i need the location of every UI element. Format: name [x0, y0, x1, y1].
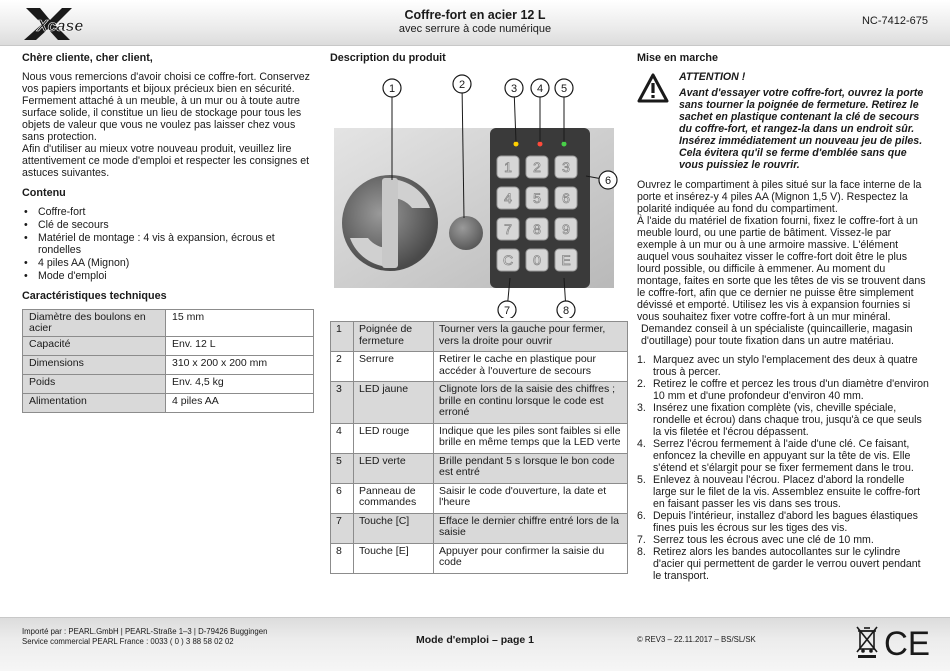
list-item: 7. Serrez tous les écrous avec une clé de 10 mm. [637, 534, 874, 546]
table-row [331, 453, 628, 483]
svg-text:7: 7 [503, 305, 511, 317]
contents-list [22, 206, 314, 282]
part-description: Retirer le cache en plastique pour accéder à l'ouverture de secours [434, 352, 628, 382]
attention-title: ATTENTION ! [679, 71, 746, 83]
keypad-key [526, 249, 548, 271]
page-number: Mode d'emploi – page 1 [415, 634, 535, 646]
table-row [331, 513, 628, 543]
description-heading: Description du produit [330, 52, 446, 64]
part-description: Saisir le code d'ouverture, la date et l'heure [434, 483, 628, 513]
contents-heading: Contenu [22, 187, 66, 199]
greeting: Chère cliente, cher client, [22, 52, 153, 64]
svg-text:1: 1 [388, 83, 396, 95]
list-item: • 4 piles AA (Mignon) [22, 257, 314, 269]
keypad-key [497, 156, 519, 178]
svg-text:4: 4 [536, 83, 544, 95]
part-number: 5 [331, 453, 354, 483]
importer-line: Importé par : PEARL.GmbH | PEARL-Straße 1–3 | D-79426 Buggingen [22, 627, 268, 636]
spec-label: Dimensions [23, 356, 166, 375]
table-row [331, 322, 628, 352]
list-item: 6. Depuis l'intérieur, installez d'abord les bagues élastiques fines puis les écrous sur les tiges des vis. [637, 510, 918, 534]
part-name: LED verte [354, 453, 434, 483]
footer-importer [22, 627, 267, 647]
xcase-logo [20, 4, 100, 42]
part-description: Tourner vers la gauche pour fermer, vers la droite pour ouvrir [434, 322, 628, 352]
keypad-key [497, 249, 519, 271]
part-number: 3 [331, 382, 354, 424]
ce-mark-icon [884, 627, 930, 657]
parts-legend-table [330, 321, 628, 574]
list-item: • Coffre-fort [22, 206, 314, 218]
service-line: Service commercial PEARL France : 0033 ( 0 ) 3 88 58 02 02 [22, 637, 234, 646]
svg-text:1: 1 [504, 159, 512, 175]
svg-text:6: 6 [562, 190, 570, 206]
part-description: Efface le dernier chiffre entré lors de la saisie [434, 513, 628, 543]
table-row [331, 382, 628, 424]
attention-box [637, 71, 929, 171]
yellow-led-icon [514, 142, 519, 147]
emergency-lock [449, 216, 483, 250]
logo-text: Xcase [37, 18, 84, 35]
table-row [331, 352, 628, 382]
mounting-steps [637, 354, 929, 582]
weee-bin-icon [856, 625, 878, 659]
document-title: Coffre-fort en acier 12 L [404, 8, 546, 22]
part-description: Clignote lors de la saisie des chiffres ; brille en continu lorsque le code est erroné [434, 382, 628, 424]
list-item: 2. Retirez le coffre et percez les trous d'un diamètre d'environ 10 mm et d'une profondeur d'environ 40 mm. [637, 378, 929, 402]
svg-text:0: 0 [533, 252, 541, 268]
svg-text:8: 8 [533, 221, 541, 237]
keypad-key [497, 187, 519, 209]
list-item: 5. Enlevez à nouveau l'écrou. Placez d'abord la rondelle large sur le filet de la vis. Assemblez ensuite le coffre-fort en faisant passer les vis dans ses trous. [637, 474, 921, 510]
spec-label: Alimentation [23, 394, 166, 413]
list-item: • Matériel de montage : 4 vis à expansion, écrous et rondelles [22, 232, 314, 256]
part-number: 6 [331, 483, 354, 513]
keypad-key [555, 187, 577, 209]
part-name: Poignée de fermeture [354, 322, 434, 352]
svg-text:8: 8 [562, 305, 570, 317]
red-led-icon [538, 142, 543, 147]
part-name: Touche [C] [354, 513, 434, 543]
setup-heading: Mise en marche [637, 52, 719, 64]
svg-text:E: E [561, 252, 571, 268]
part-name: LED jaune [354, 382, 434, 424]
part-description: Indique que les piles sont faibles si elle brille en même temps que la LED verte [434, 423, 628, 453]
svg-text:9: 9 [562, 221, 570, 237]
spec-value: 310 x 200 x 200 mm [166, 356, 314, 375]
document-subtitle: avec serrure à code numérique [398, 23, 552, 35]
spec-label: Capacité [23, 337, 166, 356]
spec-value: Env. 4,5 kg [166, 375, 314, 394]
list-item: 1. Marquez avec un stylo l'emplacement des deux à quatre trous à percer. [637, 354, 918, 378]
right-column [637, 52, 929, 582]
svg-text:5: 5 [533, 190, 541, 206]
keypad-key [526, 156, 548, 178]
left-column [22, 52, 314, 413]
revision-info: © REV3 – 22.11.2017 – BS/SL/SK [637, 635, 756, 644]
svg-text:3: 3 [562, 159, 570, 175]
part-number: 4 [331, 423, 354, 453]
safe-diagram [330, 68, 620, 318]
table-row [331, 543, 628, 573]
svg-text:4: 4 [504, 190, 512, 206]
specs-table [22, 309, 314, 413]
handle-bar-icon [382, 178, 398, 268]
attention-text: Avant d'essayer votre coffre-fort, ouvrez la porte sans tourner la poignée de fermeture. Retirez le sachet en plastique contenant la clé de secours du coffre-fort, et rangez-la dans un endroit sûr. Insérez immédiatement un nouveau jeu de piles. Cela évitera qu'il se ferme d'emblée sans que vous puissiez le rouvrir. [679, 87, 924, 171]
list-item: • Mode d'emploi [22, 270, 314, 282]
middle-column [330, 52, 628, 574]
keypad-key [526, 187, 548, 209]
table-row [23, 394, 314, 413]
spec-value: 15 mm [166, 310, 314, 337]
table-row [23, 356, 314, 375]
advice-paragraph: Demandez conseil à un spécialiste (quincaillerie, magasin d'outillage) pour toute fixation dans un autre matériau. [641, 323, 913, 347]
list-item: 3. Insérez une fixation complète (vis, cheville spéciale, rondelle et écrou) dans chaque trou, jusqu'à ce que seuls la vis filetée et l'écrou dépassent. [637, 402, 922, 438]
intro-paragraph-2: Afin d'utiliser au mieux votre nouveau produit, veuillez lire attentivement ce mode d'emploi et respecter les consignes et astuces suivantes. [22, 143, 310, 179]
svg-text:2: 2 [458, 79, 466, 91]
spec-label: Poids [23, 375, 166, 394]
part-number: 2 [331, 352, 354, 382]
part-name: LED rouge [354, 423, 434, 453]
keypad-key [555, 156, 577, 178]
part-description: Appuyer pour confirmer la saisie du code [434, 543, 628, 573]
table-row [23, 375, 314, 394]
part-number: 8 [331, 543, 354, 573]
battery-paragraph: Ouvrez le compartiment à piles situé sur la face interne de la porte et insérez-y 4 piles AA (Mignon 1,5 V). Respectez la polarité indiquée au fond du compartiment. [637, 179, 922, 215]
part-name: Serrure [354, 352, 434, 382]
spec-value: Env. 12 L [166, 337, 314, 356]
product-reference: NC-7412-675 [861, 15, 928, 27]
spec-label: Diamètre des boulons en acier [23, 310, 166, 337]
svg-text:2: 2 [533, 159, 541, 175]
warning-triangle-icon [637, 73, 669, 103]
svg-text:6: 6 [604, 175, 612, 187]
keypad-key [526, 218, 548, 240]
product-illustration [330, 68, 620, 318]
spec-value: 4 piles AA [166, 394, 314, 413]
part-name: Touche [E] [354, 543, 434, 573]
svg-text:C: C [502, 252, 514, 268]
ce-mark-text: CE [884, 627, 930, 657]
list-item: 8. Retirez alors les bandes autocollantes sur le cylindre d'acier qui permettent de garder le verrou ouvert pendant le transport. [637, 546, 921, 582]
svg-text:3: 3 [510, 83, 518, 95]
keypad-key [497, 218, 519, 240]
keypad-key [555, 218, 577, 240]
svg-text:7: 7 [504, 221, 512, 237]
svg-text:5: 5 [560, 83, 568, 95]
intro-paragraph: Nous vous remercions d'avoir choisi ce coffre-fort. Conservez vos papiers importants et bijoux précieux bien en sécurité. Fermement attaché à un meuble, à un mur ou à toute autre surface solide, il constitue un lieu de stockage pour tous les objets de valeur que vous ne voulez pas laisser chez vous sans protection. [22, 71, 310, 143]
table-row [331, 423, 628, 453]
mounting-paragraph: À l'aide du matériel de fixation fourni, fixez le coffre-fort à un meuble lourd, ou une partie de bâtiment. Vissez-le par exemple à un mur ou à une armoire massive. L'élément auquel vous souhaitez visser le coffre-fort doit être le plus lourd possible, ou difficile à emmener. Au moment du montage, faites en sorte que les têtes de vis se trouvent dans le coffre-fort, afin que ce dernier ne puisse être simplement dévissé et emporté. Utilisez les vis à expansion fournies si vous souhaitez fixer votre coffre-fort à un mur minéral. [637, 215, 926, 323]
part-name: Panneau de commandes [354, 483, 434, 513]
list-item: 4. Serrez l'écrou fermement à l'aide d'une clé. Ce faisant, enfoncez la cheville en appuyant sur la tête de vis. Elle s'étend et s'élargit pour se fixer fermement dans le trou. [637, 438, 914, 474]
keypad-key [555, 249, 577, 271]
table-row [331, 483, 628, 513]
part-description: Brille pendant 5 s lorsque le bon code est entré [434, 453, 628, 483]
table-row [23, 337, 314, 356]
list-item: • Clé de secours [22, 219, 314, 231]
table-row [23, 310, 314, 337]
green-led-icon [562, 142, 567, 147]
part-number: 1 [331, 322, 354, 352]
specs-heading: Caractéristiques techniques [22, 290, 167, 302]
part-number: 7 [331, 513, 354, 543]
